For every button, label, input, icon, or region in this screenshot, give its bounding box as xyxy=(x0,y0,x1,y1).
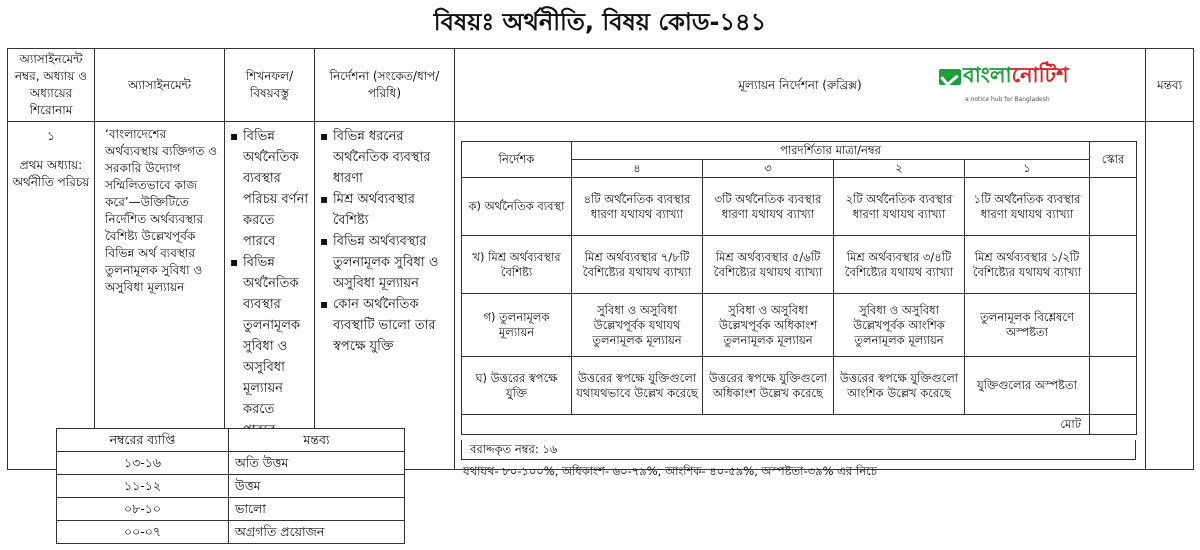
rubric-score-cell xyxy=(1090,294,1137,357)
rubric-table xyxy=(461,141,1137,435)
learning-outcome-item: ▪ বিভিন্ন অর্থনৈতিক ব্যবস্থার তুলনামূলক সুবিধা ও অসুবিধা মূল্যায়ন করতে xyxy=(229,252,310,441)
rubric-cell: মিশ্র অর্থব্যবস্থার ১/২টি বৈশিষ্ট্যের যথাযথ ব্যাখ্যা xyxy=(965,236,1090,294)
rubric-level: ৪ xyxy=(572,160,703,178)
rubric-row xyxy=(462,357,1137,415)
header-remarks: মন্তব্য xyxy=(1146,49,1194,122)
rubric-cell: ৩টি অর্থনৈতিক ব্যবস্থার ধারণা যথাযথ ব্যাখ্যা xyxy=(703,178,834,236)
rubric-level: ১ xyxy=(965,160,1090,178)
rubric-row xyxy=(462,294,1137,357)
header-instructions: নির্দেশনা (সংকেত/ধাপ/পরিধি) xyxy=(315,49,455,122)
header-assignment-chapter: অ্যাসাইনমেন্ট নম্বর, অধ্যায় ও অধ্যায়ের শিরোনাম xyxy=(8,49,95,122)
rubric-criterion: গ) তুলনামূলক মূল্যায়ন xyxy=(462,294,572,357)
rubric-criterion-header: নির্দেশক xyxy=(462,142,572,178)
rubric-cell: মিশ্র অর্থব্যবস্থার ৭/৮টি বৈশিষ্ট্যের যথাযথ ব্যাখ্যা xyxy=(572,236,703,294)
assignment-table-header xyxy=(8,49,1194,122)
rubric-header-row xyxy=(462,142,1137,160)
rubric-score-cell xyxy=(1090,357,1137,415)
rubric-total-row xyxy=(462,415,1137,435)
rubric-cell: উত্তরের স্বপক্ষে যুক্তিগুলো যথাযথভাবে উল্লেখ করেছে xyxy=(572,357,703,415)
rubric-total-label: মোট xyxy=(462,415,1090,435)
score-range-row xyxy=(57,475,405,498)
rubric-cell: ১টি অর্থনৈতিক ব্যবস্থার ধারণা যথাযথ ব্যাখ্যা xyxy=(965,178,1090,236)
chapter-title: প্রথম অধ্যায়: অর্থনীতি পরিচয় xyxy=(12,158,90,189)
learning-outcome-cell xyxy=(225,122,315,470)
assignment-text: ‘বাংলাদেশের অর্থব্যবস্থায় ব্যক্তিগত ও সরকারি উদ্যোগ সম্মিলিতভাবে কাজ করে’—উক্তিটিতে নির্দেশিত অর্থব্যবস্থার বৈশিষ্ট্য উল্লেখপূর্বক বিভিন্ন অর্থ ব্যবস্থার তুলনামূলক সুবিধা ও অসুবিধা মূল্যায়ন xyxy=(95,122,225,470)
assignment-number: ১ xyxy=(47,129,55,143)
rubric-cell: উত্তরের স্বপক্ষে যুক্তিগুলো আংশিক উল্লেখ করেছে xyxy=(834,357,965,415)
rubric-row xyxy=(462,236,1137,294)
score-range-header-remark: মন্তব্য xyxy=(229,429,405,452)
rubric-container xyxy=(461,141,1137,435)
header-assignment: অ্যাসাইনমেন্ট xyxy=(95,49,225,122)
instructions-list xyxy=(319,124,450,357)
rubric-cell: সুবিধা ও অসুবিধা উল্লেখপূর্বক আংশিক তুলনামূলক মূল্যায়ন xyxy=(834,294,965,357)
rubric-row xyxy=(462,178,1137,236)
score-range-row xyxy=(57,521,405,544)
score-range-row xyxy=(57,498,405,521)
rubric-levels-header: পারদর্শিতার মাত্রা/নম্বর xyxy=(572,142,1090,160)
rubric-criterion: ঘ) উত্তরের স্বপক্ষে যুক্তি xyxy=(462,357,572,415)
score-range: ০৮-১০ xyxy=(57,498,229,521)
bangla-notice-logo xyxy=(939,61,1079,111)
remarks-cell xyxy=(1146,122,1194,470)
rubric-cell: ২টি অর্থনৈতিক ব্যবস্থার ধারণা যথাযথ ব্যাখ্যা xyxy=(834,178,965,236)
page-title: বিষয়ঃ অর্থনীতি, বিষয় কোড-১৪১ xyxy=(433,8,767,36)
envelope-check-icon xyxy=(939,69,961,85)
rubric-score-header: স্কোর xyxy=(1090,142,1137,178)
rubric-cell: মিশ্র অর্থব্যবস্থার ৩/৪টি বৈশিষ্ট্যের যথাযথ ব্যাখ্যা xyxy=(834,236,965,294)
header-rubric-label: মূল্যায়ন নির্দেশনা (রুব্রিক্স) xyxy=(738,77,862,92)
rubric-level: ২ xyxy=(834,160,965,178)
rubric-criterion: খ) মিশ্র অর্থব্যবস্থার বৈশিষ্ট্য xyxy=(462,236,572,294)
assignment-chapter-cell xyxy=(8,122,95,470)
rubric-cell: তুলনামূলক বিশ্লেষণে অস্পষ্টতা xyxy=(965,294,1090,357)
logo-text xyxy=(963,61,1069,89)
score-remark: ভালো xyxy=(229,498,405,521)
header-rubric xyxy=(455,49,1146,122)
allocated-marks: বরাদ্দকৃত নম্বর: ১৬ xyxy=(461,440,1136,460)
instruction-item: ▪ বিভিন্ন ধরনের অর্থনৈতিক ব্যবস্থার ধারণা xyxy=(319,126,450,189)
rubric-cell: যুক্তিগুলোর অস্পষ্টতা xyxy=(965,357,1090,415)
score-range-row xyxy=(57,452,405,475)
score-remark: অতি উত্তম xyxy=(229,452,405,475)
instruction-item: ▪ কোন অর্থনৈতিক ব্যবস্থাটি ভালো তার স্বপক্ষে যুক্তি xyxy=(319,294,450,357)
rubric-level: ৩ xyxy=(703,160,834,178)
rubric-cell: মিশ্র অর্থব্যবস্থার ৫/৬টি বৈশিষ্ট্যের যথাযথ ব্যাখ্যা xyxy=(703,236,834,294)
logo-text-part1: বাংলা xyxy=(963,63,1012,87)
score-range-table xyxy=(56,428,405,544)
score-range: ১১-১২ xyxy=(57,475,229,498)
rubric-footnote: যথাযথ- ৮০-১০০%, অধিকাংশ- ৬০-৭৯%, আংশিক- ৪০-৫৯%, অস্পষ্টতা-৩৯% এর নিচে xyxy=(463,464,877,478)
instructions-cell xyxy=(315,122,455,470)
instruction-item: ▪ মিশ্র অর্থব্যবস্থার বৈশিষ্ট্য xyxy=(319,189,450,231)
header-learning-outcome: শিখনফল/ বিষয়বস্তু xyxy=(225,49,315,122)
score-remark: অগ্রগতি প্রয়োজন xyxy=(229,521,405,544)
score-range: ১৩-১৬ xyxy=(57,452,229,475)
rubric-score-cell xyxy=(1090,178,1137,236)
rubric-cell: ৪টি অর্থনৈতিক ব্যবস্থার ধারণা যথাযথ ব্যাখ্যা xyxy=(572,178,703,236)
instruction-item: ▪ বিভিন্ন অর্থব্যবস্থার তুলনামূলক সুবিধা ও অসুবিধা মূল্যায়ন xyxy=(319,231,450,294)
score-remark: উত্তম xyxy=(229,475,405,498)
logo-text-part2: নোটিশ xyxy=(1011,63,1069,87)
rubric-score-cell xyxy=(1090,236,1137,294)
rubric-cell: সুবিধা ও অসুবিধা উল্লেখপূর্বক যথাযথ তুলনামূলক মূল্যায়ন xyxy=(572,294,703,357)
score-range-header xyxy=(57,429,405,452)
rubric-total-cell xyxy=(1090,415,1137,435)
learning-outcome-list xyxy=(229,124,310,441)
score-range: ০০-০৭ xyxy=(57,521,229,544)
rubric-cell: সুবিধা ও অসুবিধা উল্লেখপূর্বক অধিকাংশ তুলনামূলক মূল্যায়ন xyxy=(703,294,834,357)
learning-outcome-item: ▪ বিভিন্ন অর্থনৈতিক ব্যবস্থার পরিচয় বর্ণনা করতে পারবে xyxy=(229,126,310,252)
score-range-header-range: নম্বরের ব্যাপ্তি xyxy=(57,429,229,452)
rubric-criterion: ক) অর্থনৈতিক ব্যবস্থা xyxy=(462,178,572,236)
logo-tagline: a notice hub for Bangladesh xyxy=(965,96,1050,103)
rubric-cell: উত্তরের স্বপক্ষে যুক্তিগুলো অধিকাংশ উল্লেখ করেছে xyxy=(703,357,834,415)
